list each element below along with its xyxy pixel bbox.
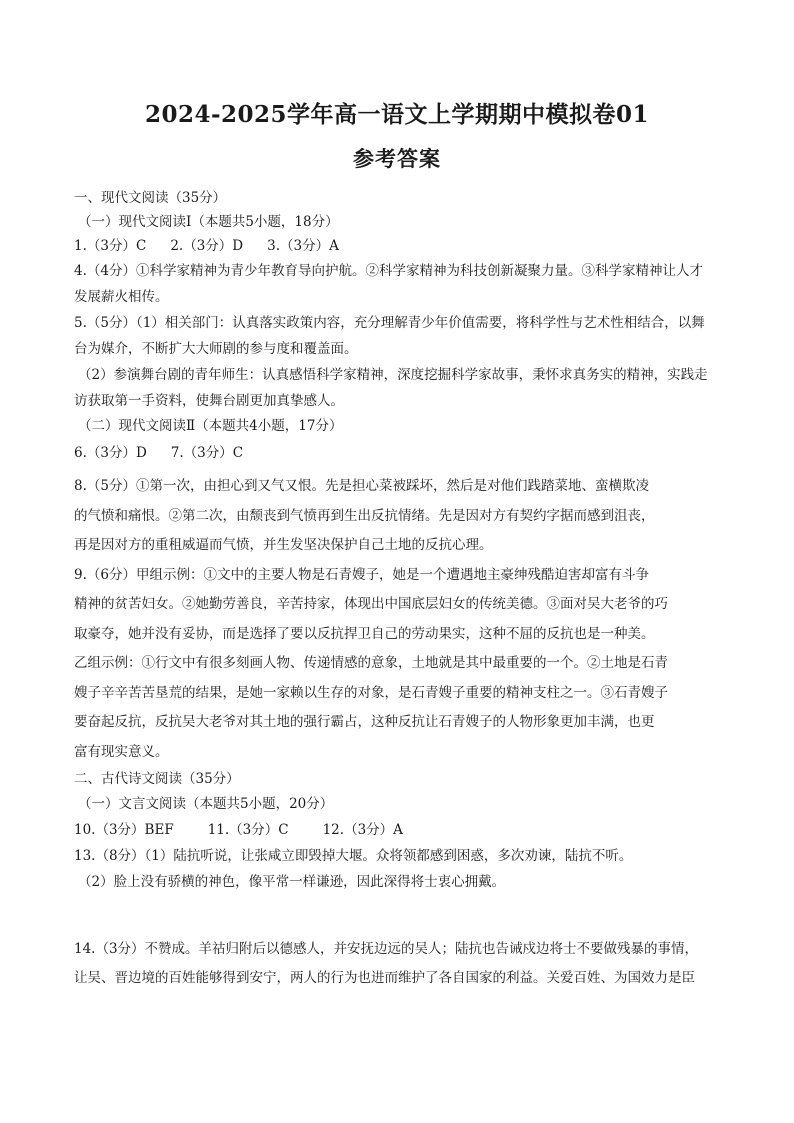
answer-line: （2）脸上没有骄横的神色，像平常一样谦逊，因此深得将士衷心拥戴。: [78, 874, 506, 890]
section-1-heading: 一、现代文阅读（35分）: [74, 190, 227, 206]
answer-q3: 3.（3分）A: [267, 238, 339, 254]
answer-line: 13.（8分）（1）陆抗听说，让张咸立即毁掉大堰。众将领都感到困惑，多次劝谏，陆抗不听。: [74, 848, 633, 864]
answer-line: 嫂子辛辛苦苦垦荒的结果，是她一家赖以生存的对象，是石青嫂子重要的精神支柱之一。③石青嫂子: [74, 684, 668, 701]
answer-q9: [74, 561, 722, 768]
answer-q8: [74, 472, 722, 561]
answer-q2: 2.（3分）D: [170, 238, 244, 254]
section-1-part-1-heading: （一）现代文阅读Ⅰ（本题共5小题，18分）: [78, 214, 339, 230]
spacer: [74, 895, 722, 935]
answer-line: 乙组示例：①行文中有很多刻画人物、传递情感的意象，土地就是其中最重要的一个。②土地是石青: [74, 655, 668, 671]
section-2-heading: 二、古代诗文阅读（35分）: [74, 771, 240, 787]
answer-q11: 11.（3分）C: [207, 822, 289, 838]
answer-line: 发展薪火相传。: [74, 289, 169, 305]
answer-q6: 6.（3分）D: [74, 445, 147, 461]
page-title: 2024-2025学年高一语文上学期期中模拟卷01: [144, 101, 650, 128]
answer-q7: 7.（3分）C: [170, 445, 244, 461]
answer-q12: 12.（3分）A: [322, 822, 403, 838]
answer-line: 精神的贫苦妇女。②她勤劳善良，辛苦持家，体现出中国底层妇女的传统美德。③面对吴大老爷的巧: [74, 596, 668, 612]
answer-line: 取豪夺，她并没有妥协，而是选择了要以反抗捍卫自己的劳动果实，这种不屈的反抗也是一种美。: [74, 625, 655, 642]
answer-line: 要奋起反抗，反抗吴大老爷对其土地的强行霸占，这种反抗让石青嫂子的人物形象更加丰满，也更: [74, 714, 655, 730]
answer-content: [74, 186, 722, 992]
answer-line: 再是因对方的重租威逼而气愤，并生发坚决保护自己土地的反抗心理。: [74, 537, 493, 553]
answer-line: 访获取第一手资料，使舞台剧更加真挚感人。: [74, 393, 344, 409]
answer-line: 9.（6分）甲组示例：①文中的主要人物是石青嫂子，她是一个遭遇地主豪绅残酷迫害却富有斗争: [74, 566, 649, 583]
page-subtitle: 参考答案: [353, 146, 441, 171]
answer-line: 让吴、晋边境的百姓能够得到安宁，两人的行为也进而维护了各自国家的利益。关爱百姓、为国效力是臣: [74, 969, 695, 986]
answer-line: 的气愤和痛恨。②第二次，由颓丧到气愤再到生出反抗情绪。先是因对方有契约字据而感到沮丧，: [74, 507, 655, 524]
answer-q5: [74, 310, 722, 414]
answers-q1-q3: [74, 234, 722, 258]
section-1-part-2-heading: （二）现代文阅读Ⅱ（本题共4小题，17分）: [78, 418, 343, 434]
answers-q10-q12: [74, 817, 722, 843]
answer-line: （2）参演舞台剧的青年师生：认真感悟科学家精神，深度挖掘科学家故事，秉怀求真务实的精神，实践走: [78, 367, 708, 383]
answer-q4: [74, 258, 722, 310]
answer-line: 5.（5分）（1）相关部门：认真落实政策内容，充分理解青少年价值需要，将科学性与艺术性相结合，以舞: [74, 315, 705, 331]
answer-line: 8.（5分）①第一次，由担心到又气又恨。先是担心菜被踩坏，然后是对他们践踏菜地、蛮横欺凌: [74, 478, 649, 494]
answers-q6-q7: [74, 438, 722, 468]
answer-q10: 10.（3分）BEF: [74, 822, 174, 838]
answer-line: 14.（3分）不赞成。羊祜归附后以德感人，并安抚边远的吴人；陆抗也告诫戍边将士不要做残暴的事情，: [74, 941, 699, 957]
answer-line: 富有现实意义。: [74, 743, 169, 760]
answer-q1: 1.（3分）C: [74, 238, 147, 254]
answer-line: 4.（4分）①科学家精神为青少年教育导向护航。②科学家精神为科技创新凝聚力量。③科学家精神让人才: [74, 263, 703, 279]
answer-line: 台为媒介，不断扩大大师剧的参与度和覆盖面。: [74, 341, 358, 357]
section-2-part-1-heading: （一）文言文阅读（本题共5小题，20分）: [78, 796, 334, 812]
answer-q13: [74, 843, 722, 895]
answer-q14: [74, 935, 722, 992]
